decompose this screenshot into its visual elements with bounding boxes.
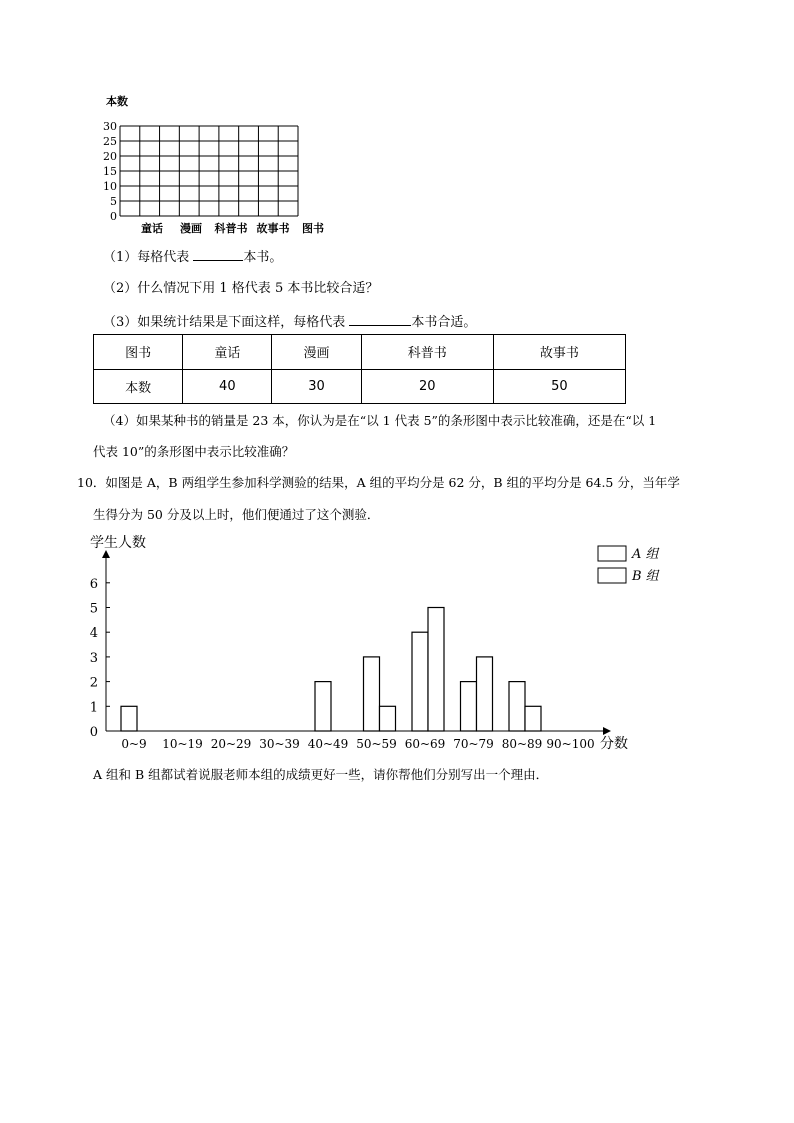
legend — [598, 546, 661, 584]
grid-ytick-label: 20 — [103, 150, 117, 163]
table-cell: 40 — [183, 369, 272, 404]
histogram-xtick-label: 60~69 — [404, 737, 446, 751]
grid-category-label: 图书 — [302, 222, 324, 235]
table-cell: 图书 — [94, 335, 183, 370]
histogram-xtick-label: 50~59 — [356, 737, 397, 751]
table-row — [94, 335, 626, 370]
legend-label-b: B 组 — [632, 569, 659, 584]
grid-ytick-label: 30 — [103, 120, 117, 133]
histogram-ytick-label: 0 — [89, 725, 98, 740]
bar-group-a — [461, 682, 477, 731]
question-3: （3）如果统计结果是下面这样，每格代表 本书合适。 — [103, 315, 477, 330]
grid-ytick-label: 25 — [103, 135, 117, 148]
legend-swatch-b — [598, 568, 626, 583]
bar-group-b — [477, 657, 493, 731]
bar-group-b — [428, 608, 444, 732]
histogram-xtick-label: 40~49 — [307, 737, 349, 751]
histogram-xtick-label: 80~89 — [501, 737, 543, 751]
question-1: （1）每格代表 本书。 — [103, 250, 283, 265]
question-4-line-2: 代表 10”的条形图中表示比较准确？ — [93, 444, 295, 459]
histogram-ytick-label: 5 — [89, 601, 98, 617]
grid-ytick-label: 10 — [103, 180, 117, 193]
histogram-xlabel: 分数 — [600, 736, 628, 752]
bar-group-b — [380, 706, 396, 731]
legend-swatch-a — [598, 546, 626, 561]
table-cell: 漫画 — [272, 335, 361, 370]
blank-grid-chart — [95, 90, 345, 240]
grid-ytick-label: 15 — [103, 165, 117, 178]
score-histogram — [85, 530, 659, 755]
bar-group-a — [121, 706, 137, 731]
book-count-table — [93, 334, 626, 404]
bar-group-a — [509, 682, 525, 731]
grid-category-label: 科普书 — [214, 222, 248, 235]
table-cell: 本数 — [94, 369, 183, 404]
q1-answer-blank[interactable] — [193, 248, 243, 261]
histogram-ytick-label: 2 — [89, 675, 98, 691]
grid-ytick-label: 5 — [110, 195, 117, 208]
q3-answer-blank[interactable] — [349, 313, 411, 326]
histogram-ytick-label: 3 — [89, 650, 98, 666]
table-cell: 童话 — [183, 335, 272, 370]
grid-chart-ylabel: 本数 — [106, 95, 128, 108]
histogram-xtick-label: 90~100 — [546, 737, 595, 751]
bar-group-a — [364, 657, 380, 731]
grid-category-label: 童话 — [141, 222, 163, 235]
question-2: （2）什么情况下用 1 格代表 5 本书比较合适？ — [103, 281, 379, 296]
table-cell: 20 — [361, 369, 493, 404]
bar-group-b — [525, 706, 541, 731]
table-row — [94, 369, 626, 404]
problem-10-line-2: 生得分为 50 分及以上时，他们便通过了这个测验． — [93, 507, 380, 522]
histogram-ytick-label: 4 — [89, 626, 98, 642]
histogram-xtick-label: 10~19 — [162, 737, 203, 751]
histogram-ytick-label: 6 — [89, 576, 98, 592]
histogram-xtick-label: 20~29 — [210, 737, 252, 751]
histogram-xtick-label: 70~79 — [453, 737, 494, 751]
table-cell: 50 — [493, 369, 625, 404]
histogram-ylabel: 学生人数 — [90, 535, 146, 551]
histogram-xtick-label: 0~9 — [121, 737, 147, 751]
question-4-line-1: （4）如果某种书的销量是 23 本，你认为是在“以 1 代表 5”的条形图中表示比较准确，还是在“以 1 — [103, 413, 657, 428]
histogram-ytick-label: 1 — [89, 700, 98, 716]
problem-10-line-1: 10．如图是 A，B 两组学生参加科学测验的结果，A 组的平均分是 62 分，B 组的平均分是 64.5 分，当年学 — [77, 475, 680, 490]
histogram-xtick-label: 30~39 — [259, 737, 300, 751]
bar-group-a — [412, 632, 428, 731]
grid-category-label: 故事书 — [256, 222, 290, 235]
table-cell: 故事书 — [493, 335, 625, 370]
grid-category-label: 漫画 — [180, 222, 202, 235]
problem-10-question: A 组和 B 组都试着说服老师本组的成绩更好一些，请你帮他们分别写出一个理由． — [93, 767, 549, 782]
legend-label-a: A 组 — [632, 547, 659, 562]
bar-group-a — [315, 682, 331, 731]
table-cell: 科普书 — [361, 335, 493, 370]
table-cell: 30 — [272, 369, 361, 404]
grid-ytick-label: 0 — [110, 210, 117, 223]
